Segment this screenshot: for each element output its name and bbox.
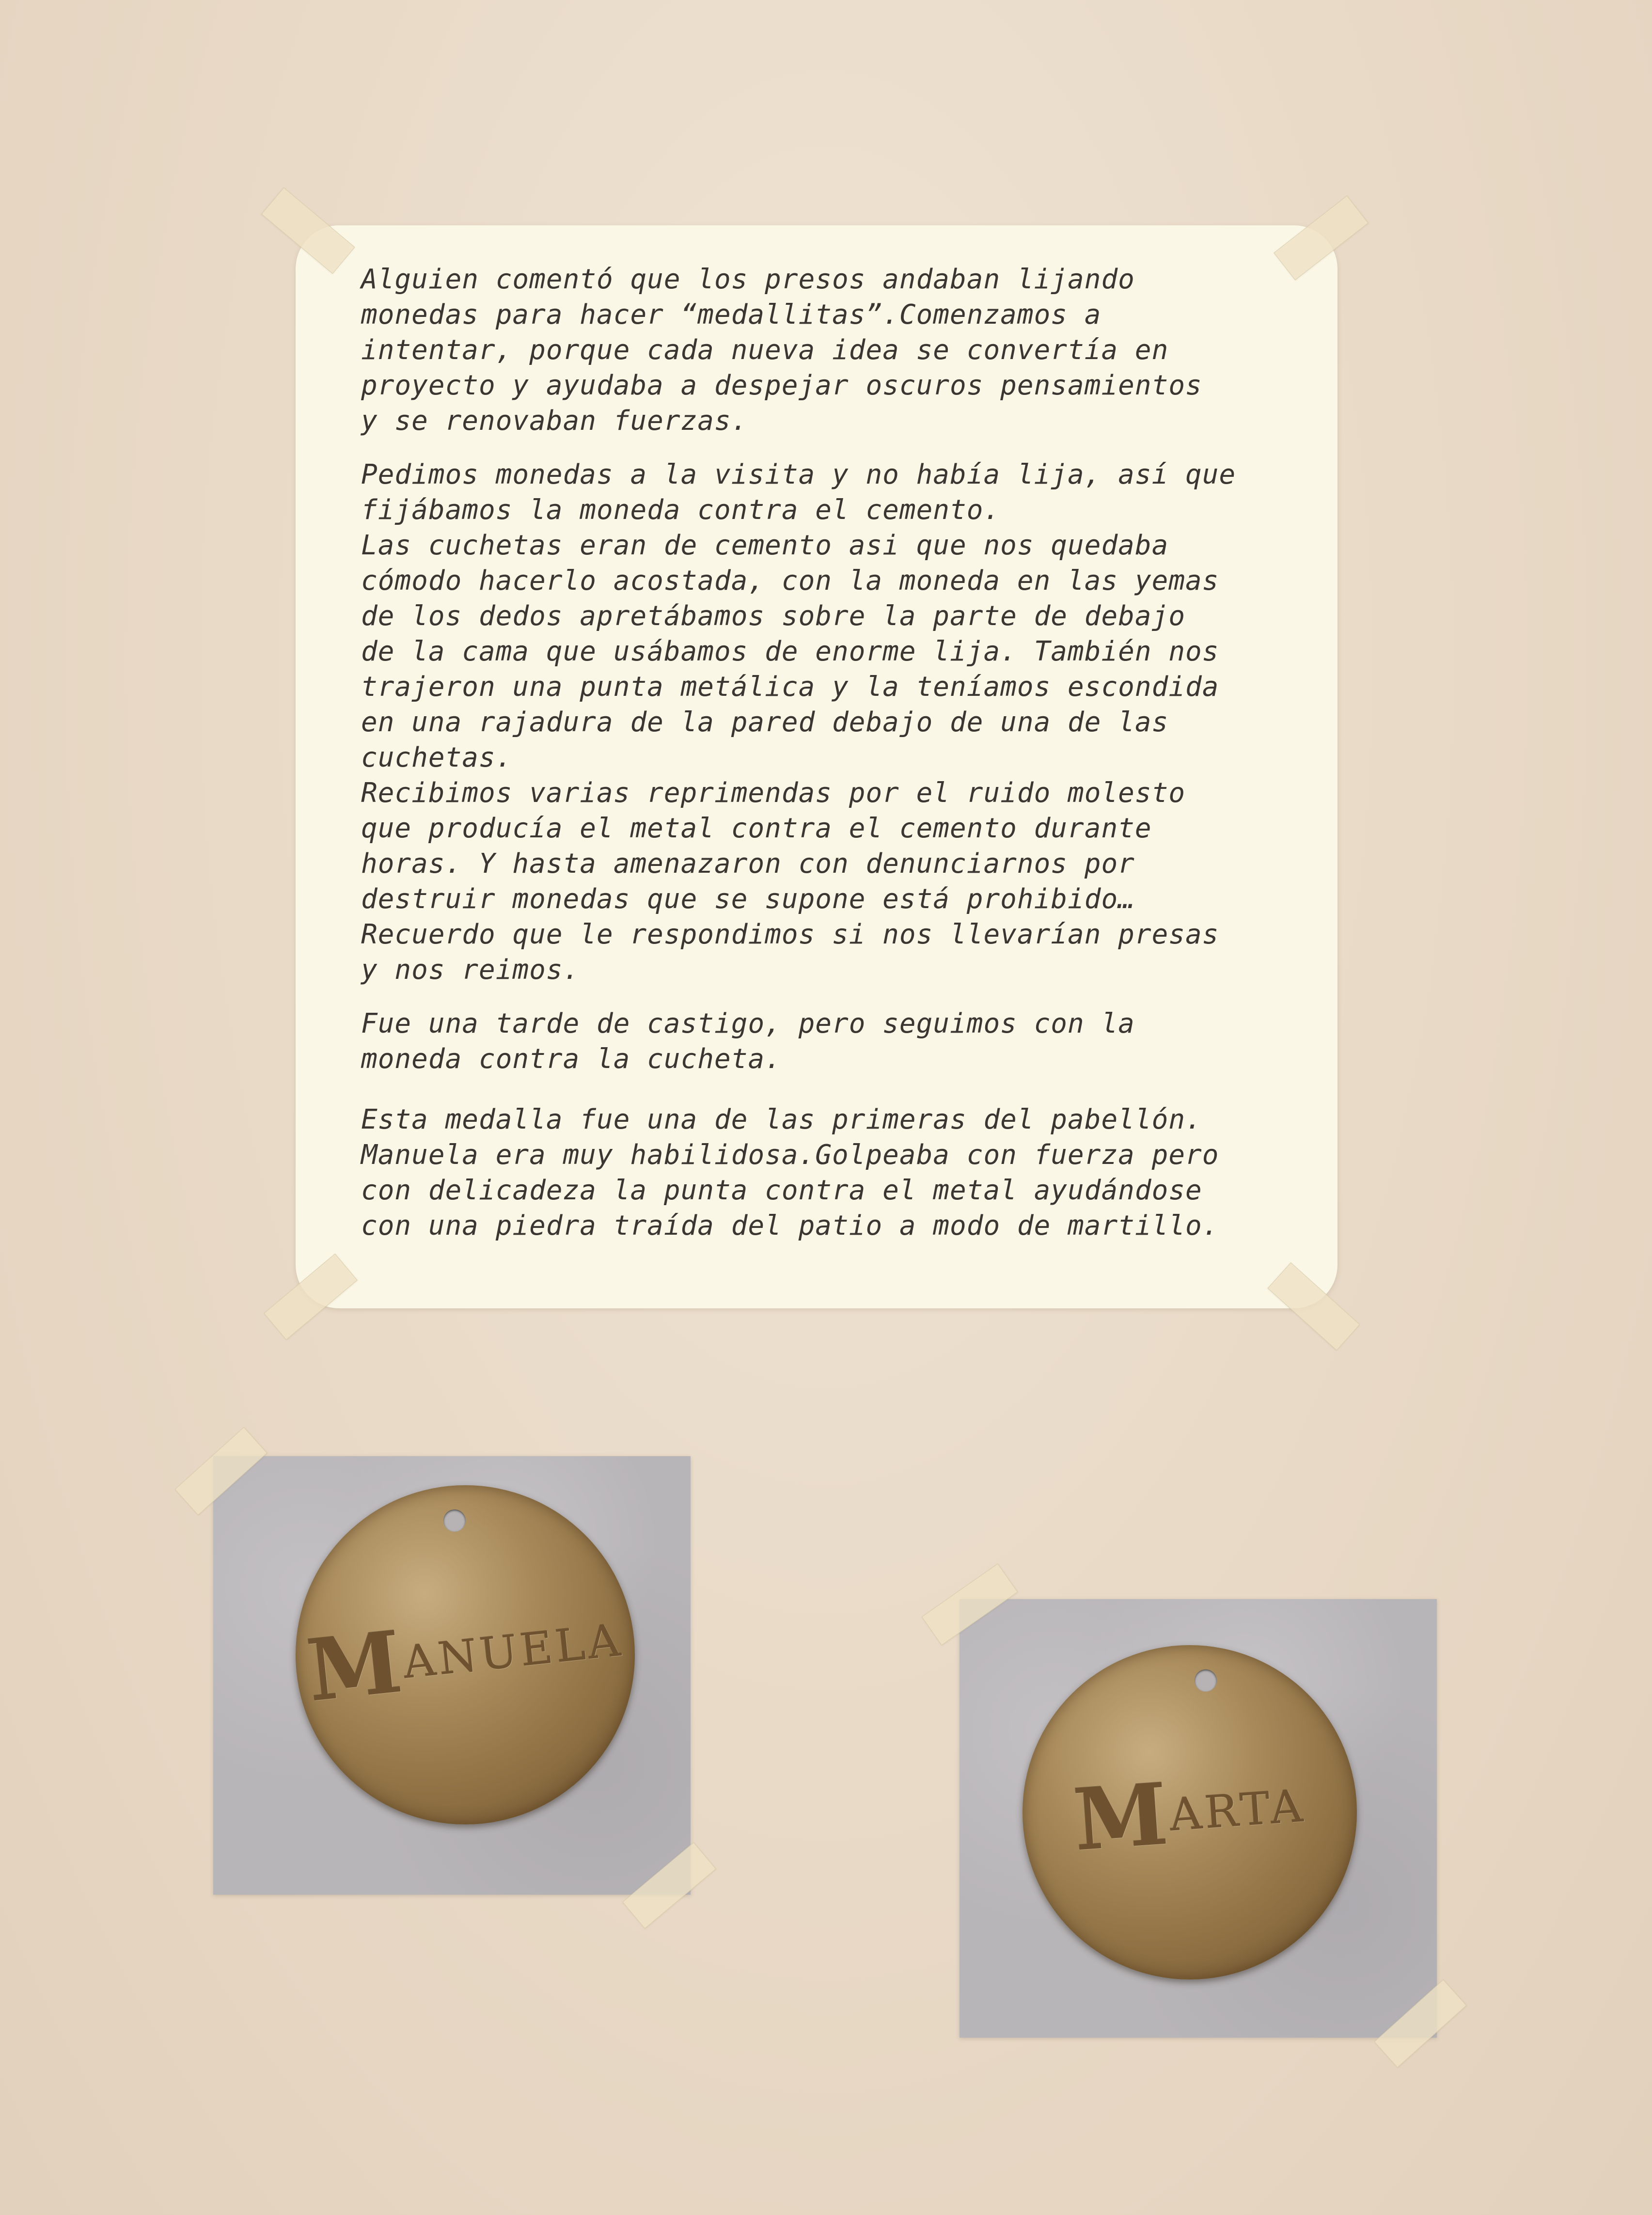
paragraph-2: Pedimos monedas a la visita y no había lija, así que fijábamos la moneda contra el cemento. Las cuchetas eran de cemento asi que nos quedaba cómodo hacerlo acostada, con la moneda en las yemas de los dedos apretábamos sobre la parte de debajo de la cama que usábamos de enorme lija. También nos trajeron una punta metálica y la teníamos escondida en una rajadura de la pared debajo de una de las cuchetas. Recibimos varias reprimendas por el ruido molesto que producía el metal contra el cemento durante horas. Y hasta amenazaron con denunciarnos por destruir monedas que se supone está prohibido… Recuerdo que le respondimos si nos llevarían presas y nos reimos.: [361, 459, 1236, 986]
medal-engraving-manuela: [303, 1589, 628, 1721]
medal-name-rest: ARTA: [1167, 1779, 1307, 1841]
paragraph-4: Esta medalla fue una de las primeras del pabellón. Manuela era muy habilidosa.Golpeaba con fuerza pero con delicadeza la punta contra el metal ayudándose con una piedra traída del patio a modo de martillo.: [361, 1104, 1219, 1241]
paragraph-3: Fue una tarde de castigo, pero seguimos con la moneda contra la cucheta.: [361, 1008, 1135, 1075]
medal-initial: M: [302, 1612, 407, 1721]
medal-initial: M: [1070, 1764, 1171, 1870]
medal-coin-marta: [1023, 1645, 1357, 1979]
medal-coin-manuela: [296, 1485, 635, 1824]
medal-photo-manuela: [213, 1456, 691, 1895]
paragraph-1: Alguien comentó que los presos andaban lijando monedas para hacer “medallitas”.Comenzamos a intentar, porque cada nueva idea se convertía en proyecto y ayudaba a despejar oscuros pensamientos y se renovaban fuerzas.: [361, 264, 1202, 437]
medal-engraving-marta: [1070, 1755, 1309, 1870]
medal-name-rest: ANUELA: [400, 1614, 626, 1689]
medal-hole: [1195, 1669, 1217, 1692]
text-card: [296, 225, 1337, 1308]
medal-hole: [443, 1509, 466, 1532]
medal-photo-marta: [960, 1599, 1437, 2038]
